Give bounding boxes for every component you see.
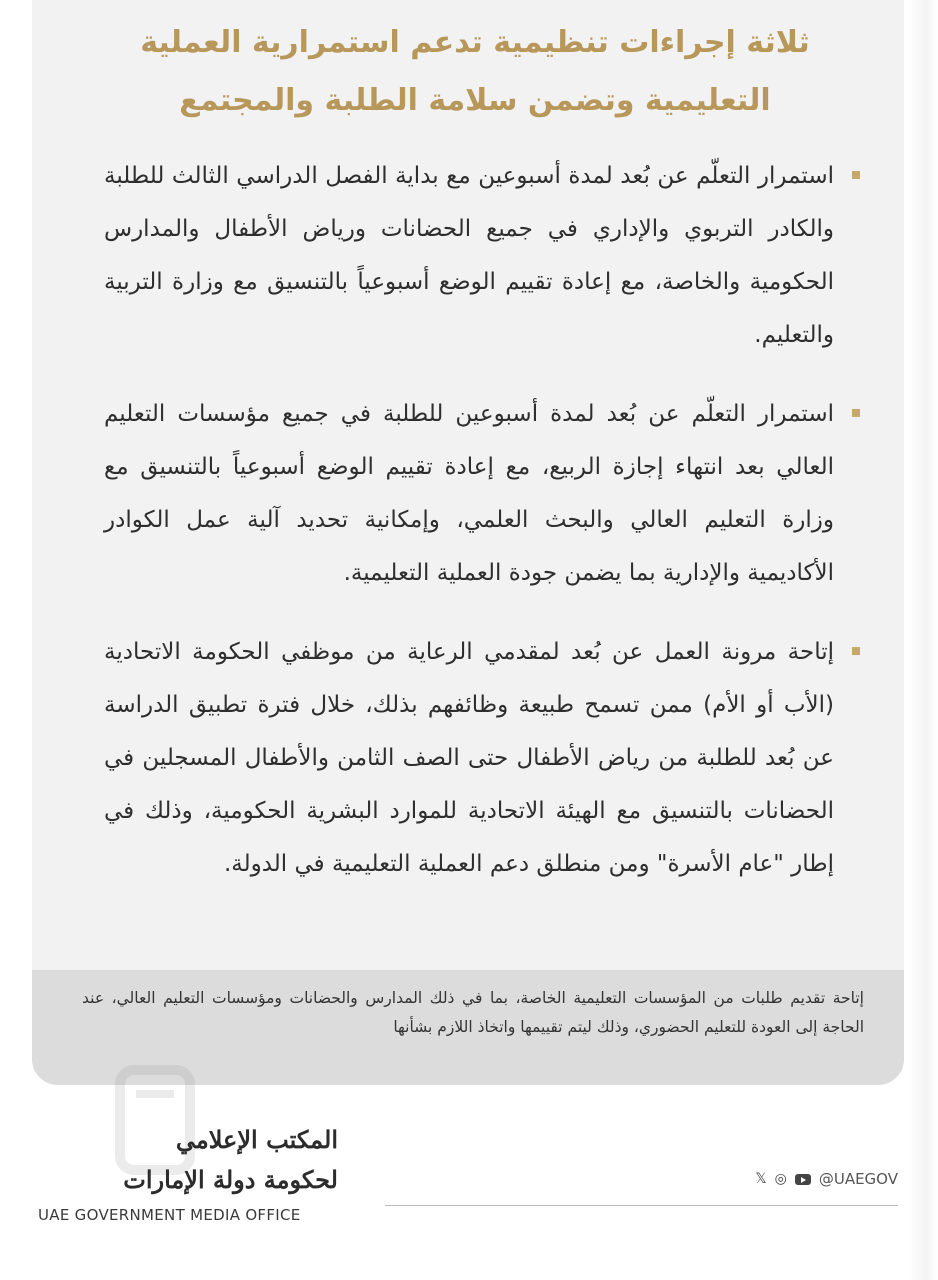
square-bullet-icon	[852, 409, 860, 417]
instagram-icon[interactable]: ◎	[774, 1171, 787, 1187]
title-line-1: ثلاثة إجراءات تنظيمية تدعم استمرارية العملية	[140, 25, 810, 60]
list-item-text: إتاحة مرونة العمل عن بُعد لمقدمي الرعاية من موظفي الحكومة الاتحادية (الأب أو الأم) ممن تسمح طبيعة وظائفهم بذلك، خلال فترة تطبيق الدراسة عن بُعد للطلبة من رياض الأطفال حتى الصف الثامن والأطفال المسجلين في الحضانات بالتنسيق مع الهيئة الاتحادية للموارد البشرية الحكومية، وذلك في إطار "عام الأسرة" ومن منطلق دعم العملية التعليمية في الدولة.	[104, 639, 834, 877]
social-handle[interactable]: @UAEGOV	[818, 1170, 898, 1188]
social-links	[755, 1170, 898, 1188]
content-card	[32, 0, 904, 1085]
footer-divider	[385, 1205, 898, 1206]
page-edge-shadow	[908, 0, 938, 1280]
watermark-phone-bar	[136, 1090, 174, 1098]
note-text: إتاحة تقديم طلبات من المؤسسات التعليمية الخاصة، بما في ذلك المدارس والحضانات ومؤسسات التعليم العالي، عند الحاجة إلى العودة للتعليم الحضوري، وذلك ليتم تقييمها واتخاذ اللازم بشأنها	[82, 989, 864, 1036]
list-item-text: استمرار التعلّم عن بُعد لمدة أسبوعين مع بداية الفصل الدراسي الثالث للطلبة والكادر التربوي والإداري في جميع الحضانات ورياض الأطفال والمدارس الحكومية والخاصة، مع إعادة تقييم الوضع أسبوعياً بالتنسيق مع وزارة التربية والتعليم.	[104, 163, 834, 348]
list-item	[104, 626, 864, 891]
logo-arabic-line-2: لحكومة دولة الإمارات	[123, 1165, 338, 1194]
x-icon[interactable]: 𝕏	[755, 1171, 767, 1187]
page-title	[92, 14, 858, 130]
measures-list	[104, 150, 864, 917]
title-line-2: التعليمية وتضمن سلامة الطلبة والمجتمع	[179, 83, 771, 118]
square-bullet-icon	[852, 647, 860, 655]
list-item-text: استمرار التعلّم عن بُعد لمدة أسبوعين للطلبة في جميع مؤسسات التعليم العالي بعد انتهاء إجازة الربيع، مع إعادة تقييم الوضع أسبوعياً بالتنسيق مع وزارة التعليم العالي والبحث العلمي، وإمكانية تحديد آلية عمل الكوادر الأكاديمية والإدارية بما يضمن جودة العملية التعليمية.	[104, 401, 834, 586]
youtube-icon[interactable]	[795, 1174, 811, 1185]
note-box	[32, 970, 904, 1085]
logo-arabic-line-1: المكتب الإعلامي	[175, 1125, 338, 1154]
media-office-logo	[36, 1120, 356, 1224]
logo-english: UAE GOVERNMENT MEDIA OFFICE	[38, 1206, 301, 1224]
square-bullet-icon	[852, 171, 860, 179]
list-item	[104, 388, 864, 600]
list-item	[104, 150, 864, 362]
